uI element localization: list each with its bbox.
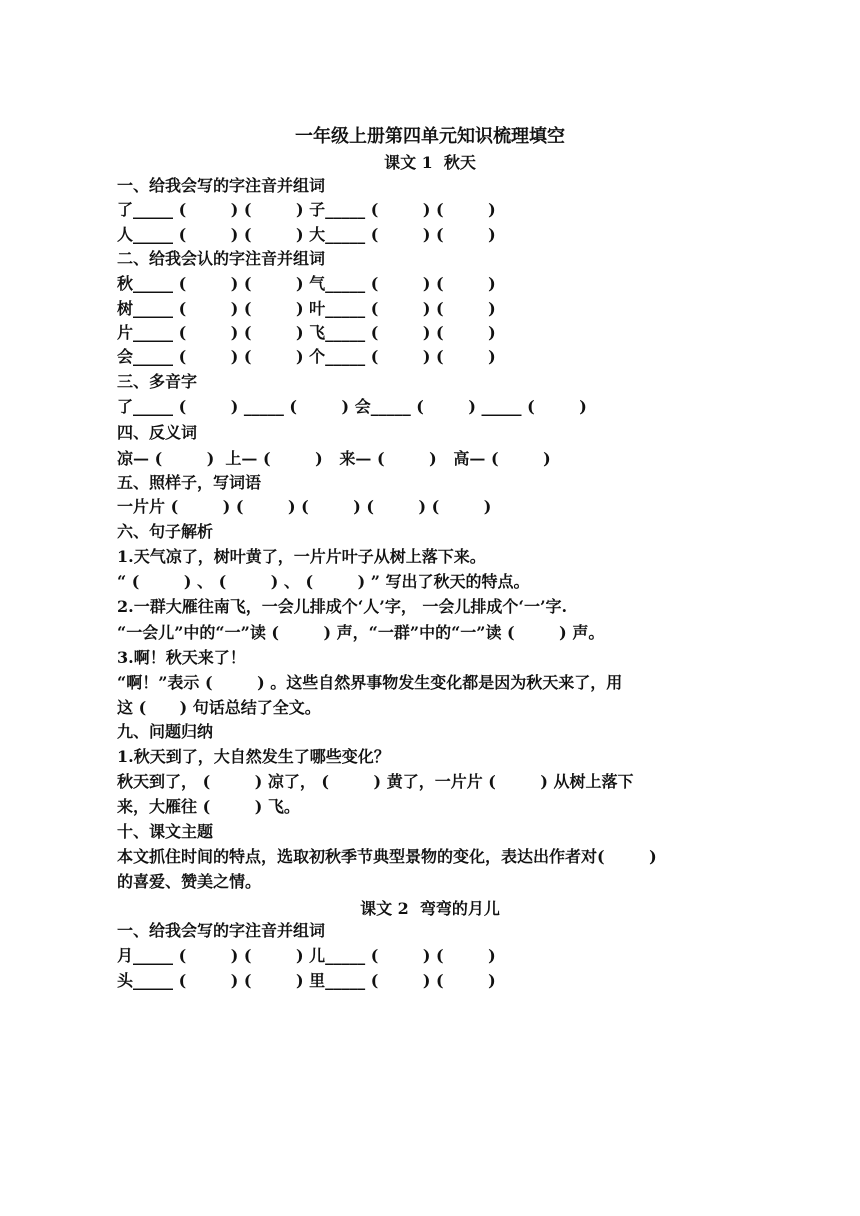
l2-s1-heading: 一、给我会写的字注音并组词 <box>117 921 326 940</box>
l1-s2-row-4: 会_____ ( ) ( ) 个_____ ( ) ( ) <box>117 347 496 366</box>
l1-s6-q3-answer-2: 这 ( ) 句话总结了全文。 <box>117 698 321 717</box>
l1-s6-q3-answer-1: “啊！”表示 ( ) 。这些自然界事物发生变化都是因为秋天来了，用 <box>117 673 623 692</box>
lesson1-heading: 课文 1 秋天 <box>384 153 476 172</box>
l1-s9-answer-2: 来，大雁往 ( ) 飞。 <box>117 797 300 816</box>
l1-s5-heading: 五、照样子，写词语 <box>117 473 262 492</box>
l2-s1-row-1: 月_____ ( ) ( ) 儿_____ ( ) ( ) <box>117 946 496 965</box>
l1-s1-heading: 一、给我会写的字注音并组词 <box>117 176 326 195</box>
l2-s1-row-2: 头_____ ( ) ( ) 里_____ ( ) ( ) <box>117 971 496 990</box>
l1-s9-q1: 1.秋天到了，大自然发生了哪些变化？ <box>117 747 390 766</box>
l1-s2-heading: 二、给我会认的字注音并组词 <box>117 249 326 268</box>
l1-s2-row-3: 片_____ ( ) ( ) 飞_____ ( ) ( ) <box>117 323 496 342</box>
l1-s1-row-2: 人_____ ( ) ( ) 大_____ ( ) ( ) <box>117 225 496 244</box>
l1-s6-q2: 2.一群大雁往南飞，一会儿排成个‘人’字， 一会儿排成个‘一’字. <box>117 597 568 616</box>
l1-s6-q2-answer: “一会儿”中的“一”读 ( ) 声，“一群”中的“一”读 ( ) 声。 <box>117 623 605 642</box>
l1-s4-heading: 四、反义词 <box>117 423 198 442</box>
l1-s5-row: 一片片 ( ) ( ) ( ) ( ) ( ) <box>117 497 492 516</box>
l1-s6-q1: 1.天气凉了，树叶黄了，一片片叶子从树上落下来。 <box>117 547 486 566</box>
l1-s10-text-1: 本文抓住时间的特点，选取初秋季节典型景物的变化，表达出作者对( ) <box>117 847 657 866</box>
l1-s3-heading: 三、多音字 <box>117 372 198 391</box>
l1-s6-heading: 六、句子解析 <box>117 522 214 541</box>
l1-s6-q3: 3.啊！秋天来了！ <box>117 648 246 667</box>
l1-s6-q1-answer: “ ( ) 、 ( ) 、 ( ) ” 写出了秋天的特点。 <box>117 572 530 591</box>
l1-s9-heading: 九、问题归纳 <box>117 722 214 741</box>
l1-s9-answer-1: 秋天到了， ( ) 凉了， ( ) 黄了，一片片 ( ) 从树上落下 <box>117 772 634 791</box>
l1-s10-heading: 十、课文主题 <box>117 822 214 841</box>
l1-s2-row-2: 树_____ ( ) ( ) 叶_____ ( ) ( ) <box>117 299 496 318</box>
page-title: 一年级上册第四单元知识梳理填空 <box>295 126 565 147</box>
l1-s1-row-1: 了_____ ( ) ( ) 子_____ ( ) ( ) <box>117 200 496 219</box>
l1-s10-text-2: 的喜爱、赞美之情。 <box>117 872 262 891</box>
l1-s3-row: 了_____ ( ) _____ ( ) 会_____ ( ) _____ ( ) <box>117 397 587 416</box>
lesson2-heading: 课文 2 弯弯的月儿 <box>360 899 500 918</box>
l1-s2-row-1: 秋_____ ( ) ( ) 气_____ ( ) ( ) <box>117 274 496 293</box>
l1-s4-row: 凉— ( ) 上— ( ) 来— ( ) 高— ( ) <box>117 449 551 468</box>
